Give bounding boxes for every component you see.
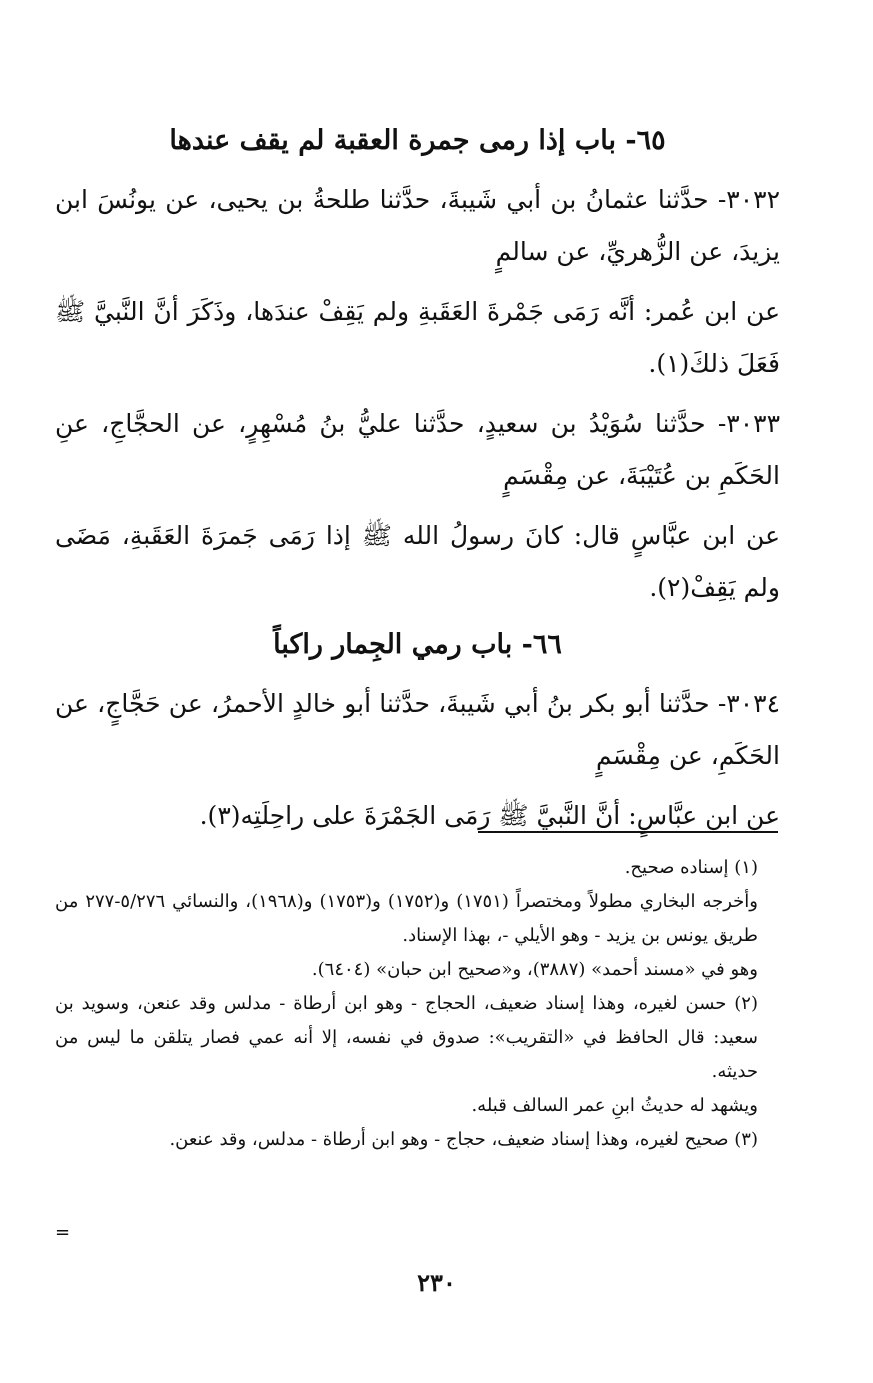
footnote-2-witness: ويشهد له حديثُ ابنِ عمر السالف قبله. xyxy=(471,1095,758,1116)
footnote-1: (١) إسناده صحيح. xyxy=(624,857,758,878)
footnote-3: (٣) صحيح لغيره، وهذا إسناد ضعيف، حجاج - وهو ابن أرطاة - مدلس، وقد عنعن. xyxy=(169,1129,758,1150)
footnote-1-references: وهو في «مسند أحمد» (٣٨٨٧)، و«صحيح ابن حبان» (٦٤٠٤). xyxy=(311,959,758,980)
footnote-divider xyxy=(478,831,778,833)
hadith-3033-text: عن ابن عبَّاسٍ قال: كانَ رسولُ الله ﷺ إذا رَمَى جَمرَةَ العَقَبةِ، مَضَى ولم يَقِفْ(٢). xyxy=(55,521,780,602)
hadith-3032-text: عن ابن عُمر: أنَّه رَمَى جَمْرةَ العَقَبةِ ولم يَقِفْ عندَها، وذَكَرَ أنَّ النَّبيَّ ﷺ فَعَلَ ذلكَ(١). xyxy=(55,297,780,378)
footnote-1-sources: وأخرجه البخاري مطولاً ومختصراً (١٧٥١) و(١٧٥٢) و(١٧٥٣) و(١٩٦٨)، والنسائي ٥/٢٧٦-٢٧٧ من طريق يونس بن يزيد - وهو الأيلي -، بهذا الإسناد. xyxy=(55,891,758,946)
hadith-3034-isnad: ٣٠٣٤- حدَّثنا أبو بكر بنُ أبي شَيبةَ، حدَّثنا أبو خالدٍ الأحمرُ، عن حَجَّاجٍ، عن الحَكَمِ، عن مِقْسَمٍ xyxy=(55,689,780,770)
hadith-3034-text: عن ابن عبَّاسٍ: أنَّ النَّبيَّ ﷺ رَمَى الجَمْرَةَ على راحِلَتِه(٣). xyxy=(199,801,780,830)
chapter-heading-65: ٦٥- باب إذا رمى جمرة العقبة لم يقف عندها xyxy=(169,125,666,156)
chapter-heading-66: ٦٦- باب رمي الجِمار راكباً xyxy=(273,629,562,660)
page-number: ٢٣٠ xyxy=(417,1268,456,1297)
main-text xyxy=(55,118,780,850)
hadith-3033-isnad: ٣٠٣٣- حدَّثنا سُوَيْدُ بن سعيدٍ، حدَّثنا عليُّ بنُ مُسْهِرٍ، عن الحجَّاجِ، عنِ الحَكَمِ بن عُتَيْبَةَ، عن مِقْسَمٍ xyxy=(55,409,780,490)
footnotes xyxy=(55,851,780,1157)
footnote-2: (٢) حسن لغيره، وهذا إسناد ضعيف، الحجاج - وهو ابن أرطاة - مدلس وقد عنعن، وسويد بن سعيد: قال الحافظ في «التقريب»: صدوق في نفسه، إلا أنه عمي فصار يتلقن ما ليس من حديثه. xyxy=(55,993,758,1082)
hadith-3032-isnad: ٣٠٣٢- حدَّثنا عثمانُ بن أبي شَيبةَ، حدَّثنا طلحةُ بن يحيى، عن يونُسَ ابن يزيدَ، عن الزُّهريِّ، عن سالمٍ xyxy=(55,185,780,266)
continuation-mark: = xyxy=(55,1222,71,1243)
